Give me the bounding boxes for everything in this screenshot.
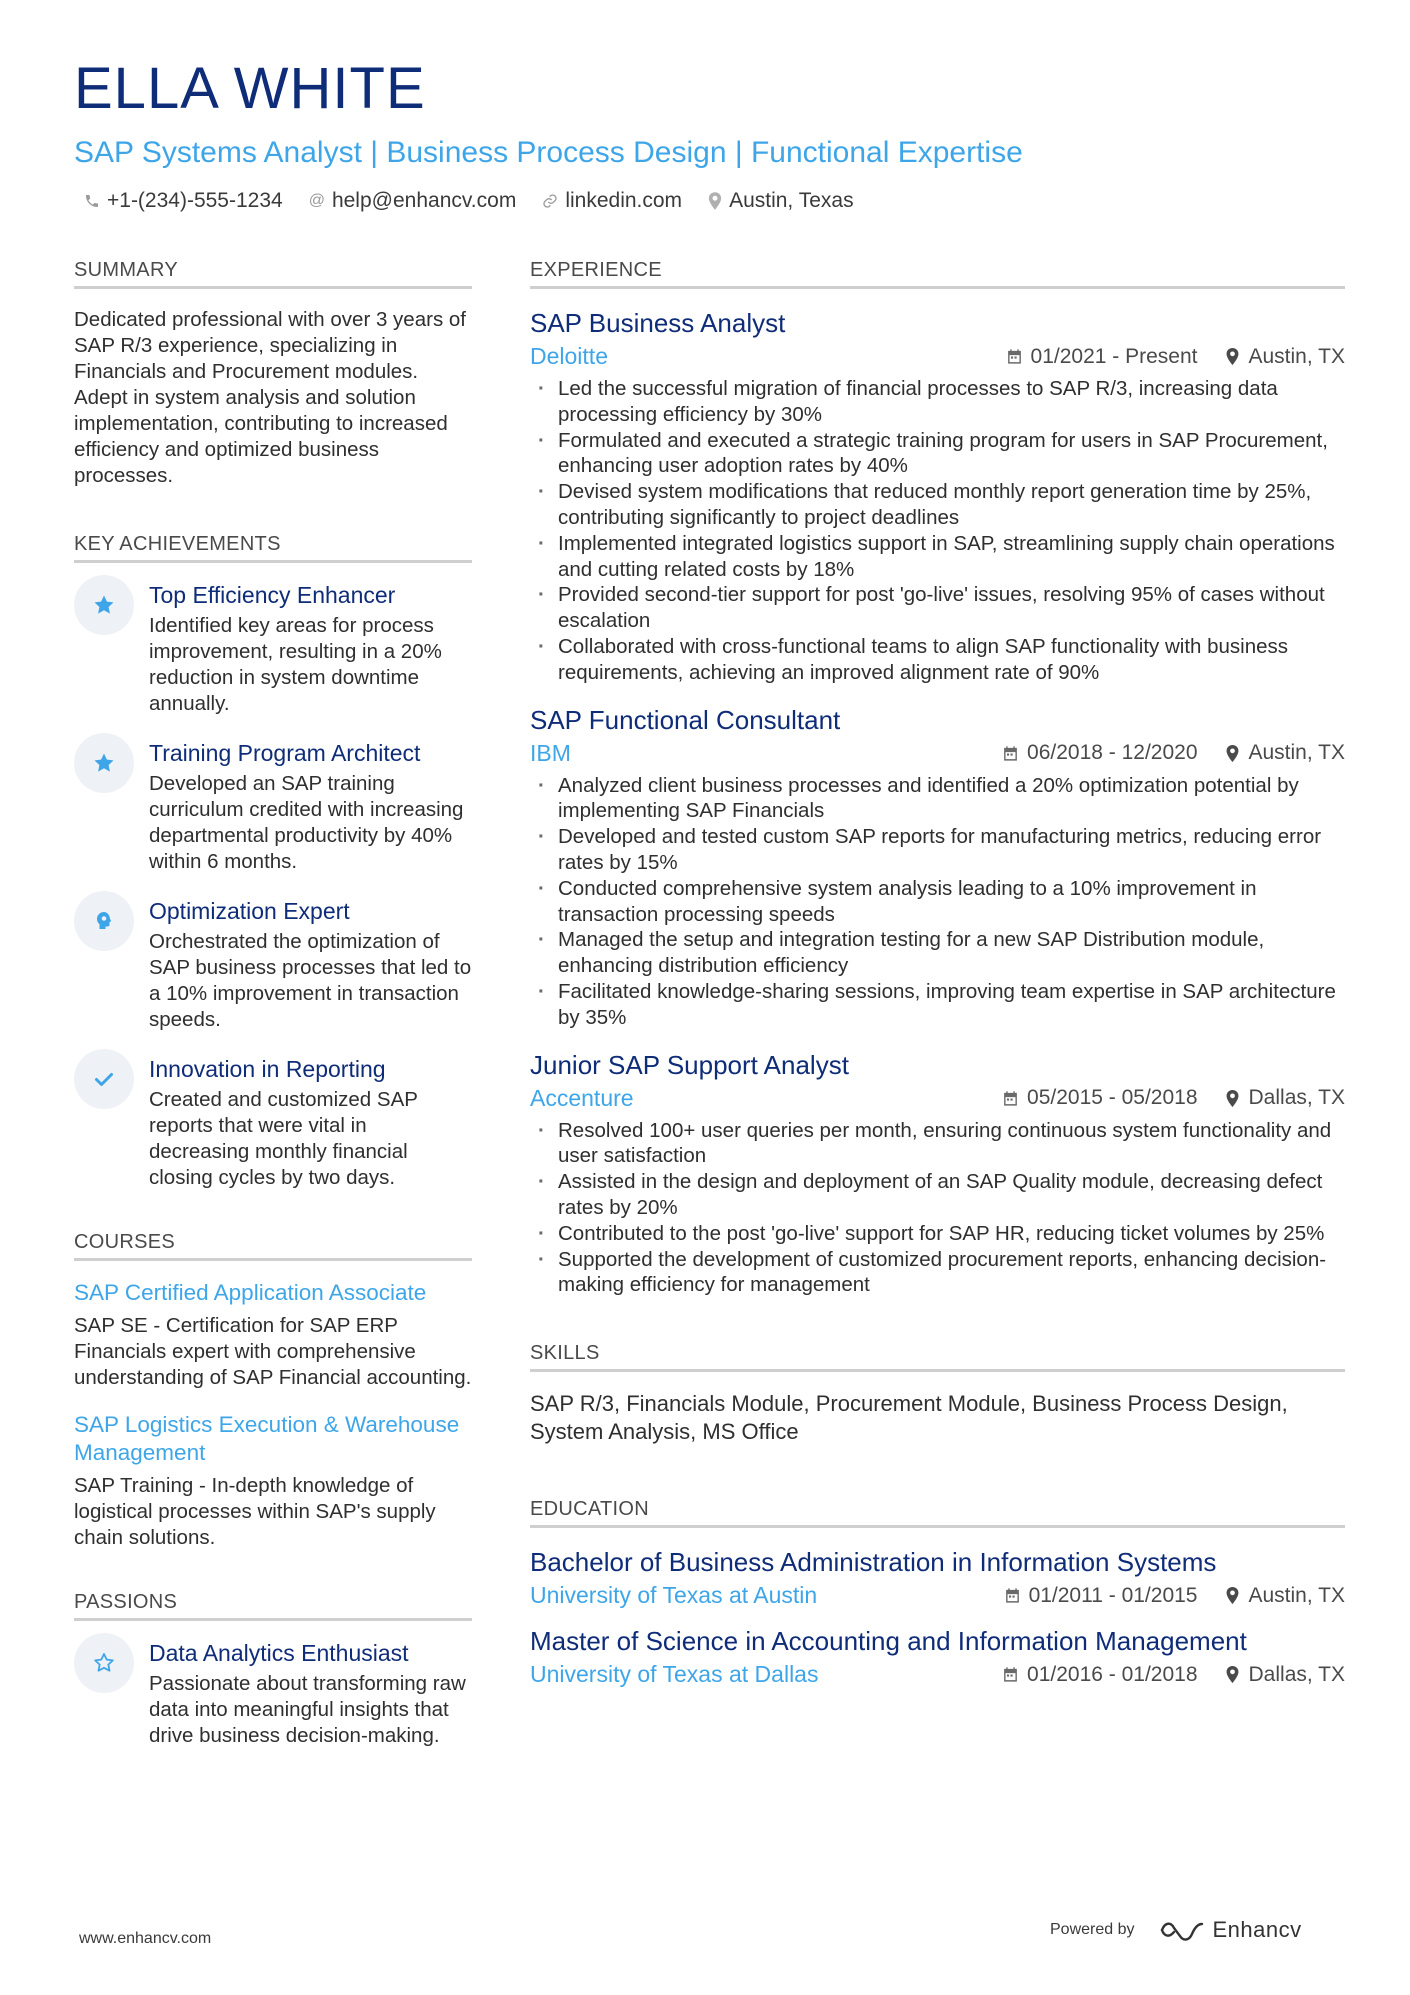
experience-entry (530, 1049, 1345, 1299)
job-meta (530, 343, 1345, 370)
job-dates (1006, 345, 1198, 369)
education-dates-text: 01/2016 - 01/2018 (1027, 1662, 1198, 1686)
bullet-item: · Contributed to the post 'go-live' support for SAP HR, reducing ticket volumes by 25% (530, 1221, 1345, 1247)
job-title: SAP Business Analyst (530, 308, 786, 338)
contact-email[interactable] (309, 189, 517, 213)
courses-heading: COURSES (74, 1231, 472, 1261)
achievement-desc: Orchestrated the optimization of SAP business processes that led to a 10% improvement in transaction speeds. (149, 930, 472, 1031)
job-location-text: Dallas, TX (1248, 1086, 1345, 1110)
education-heading: EDUCATION (530, 1498, 1345, 1528)
education-location-text: Dallas, TX (1248, 1662, 1345, 1686)
job-meta-right (1002, 1086, 1345, 1110)
contact-row (74, 189, 1346, 213)
achievement-item (74, 897, 472, 1033)
course-item (74, 1279, 472, 1391)
course-desc: SAP Training - In-depth knowledge of logistical processes within SAP's supply chain solutions. (74, 1474, 436, 1549)
experience-entry (530, 704, 1345, 1031)
footer-branding (1050, 1917, 1302, 1943)
achievement-desc: Identified key areas for process improvement, resulting in a 20% reduction in system downtime annually. (149, 614, 442, 715)
course-item (74, 1411, 472, 1551)
summary-heading: SUMMARY (74, 259, 472, 289)
job-dates-text: 01/2021 - Present (1030, 344, 1198, 368)
job-dates-text: 06/2018 - 12/2020 (1027, 741, 1198, 765)
job-title: SAP Functional Consultant (530, 704, 841, 735)
company-name: Accenture (530, 1084, 634, 1111)
achievements-heading: KEY ACHIEVEMENTS (74, 533, 472, 563)
education-dates (1002, 1663, 1197, 1687)
education-dates-text: 01/2011 - 01/2015 (1028, 1583, 1198, 1607)
job-title: Junior SAP Support Analyst (530, 1049, 849, 1080)
job-bullets (530, 376, 1345, 686)
at-icon: @ (308, 192, 325, 209)
bullet-item: · Resolved 100+ user queries per month, ensuring continuous system functionality and user satisfaction (530, 1118, 1345, 1170)
bullet-item: · Formulated and executed a strategic training program for users in SAP Procurement, enhancing user adoption rates by 40% (530, 428, 1345, 480)
education-location (1224, 1663, 1345, 1687)
location-pin-icon (1224, 1666, 1241, 1683)
bullet-item: · Analyzed client business processes and identified a 20% optimization potential by implementing SAP Financials (530, 773, 1345, 825)
education-meta (530, 1582, 1345, 1609)
achievement-desc: Created and customized SAP reports that were vital in decreasing monthly financial closing cycles by two days. (149, 1088, 418, 1189)
job-bullets (530, 773, 1345, 1031)
education-meta (530, 1661, 1345, 1688)
brain-icon (74, 891, 134, 951)
check-icon (74, 1049, 134, 1109)
passion-title: Data Analytics Enthusiast (149, 1640, 409, 1666)
contact-location (708, 189, 854, 213)
job-bullets (530, 1118, 1345, 1299)
bullet-item: · Led the successful migration of financial processes to SAP R/3, increasing data processing efficiency by 30% (530, 376, 1345, 428)
degree-title: Master of Science in Accounting and Information Management (530, 1626, 1247, 1657)
linkedin-text[interactable]: linkedin.com (565, 189, 683, 212)
achievement-desc: Developed an SAP training curriculum credited with increasing departmental productivity by 40% within 6 months. (149, 772, 464, 873)
calendar-icon (1006, 348, 1023, 365)
bullet-item: · Assisted in the design and deployment of an SAP Quality module, decreasing defect rates by 20% (530, 1169, 1345, 1221)
job-location (1224, 1086, 1345, 1110)
job-dates (1002, 1086, 1197, 1110)
achievement-item (74, 1055, 472, 1191)
school-name: University of Texas at Dallas (530, 1661, 819, 1688)
job-location (1224, 741, 1346, 765)
candidate-headline: SAP Systems Analyst | Business Process Design | Functional Expertise (74, 136, 1023, 169)
bullet-item: · Managed the setup and integration testing for a new SAP Distribution module, enhancing distribution efficiency (530, 927, 1345, 979)
phone-text: +1-(234)-555-1234 (107, 189, 283, 212)
achievement-item (74, 739, 472, 875)
job-location (1224, 345, 1346, 369)
link-icon (542, 193, 558, 209)
course-title: SAP Certified Application Associate (74, 1280, 427, 1305)
bullet-item: · Provided second-tier support for post 'go-live' issues, resolving 95% of cases without escalation (530, 582, 1345, 634)
resume-page (74, 56, 1346, 1771)
passion-item (74, 1639, 472, 1749)
calendar-icon (1002, 1666, 1019, 1683)
job-meta-right (1002, 741, 1345, 765)
job-dates-text: 05/2015 - 05/2018 (1027, 1086, 1198, 1110)
bullet-item: · Conducted comprehensive system analysis leading to a 10% improvement in transaction processing speeds (530, 876, 1345, 928)
company-name: Deloitte (530, 343, 608, 369)
brand-logo[interactable] (1159, 1917, 1302, 1943)
job-meta-right (1006, 345, 1345, 369)
calendar-icon (1002, 745, 1019, 762)
brand-name: Enhancv (1212, 1917, 1302, 1942)
star-icon (74, 575, 134, 635)
right-column (530, 259, 1345, 1771)
education-meta-right (1004, 1584, 1345, 1608)
location-text: Austin, Texas (729, 189, 854, 212)
company-name: IBM (530, 739, 571, 766)
course-title: SAP Logistics Execution & Warehouse Management (74, 1412, 460, 1465)
experience-heading: EXPERIENCE (530, 259, 1345, 289)
achievement-title: Training Program Architect (149, 740, 421, 766)
location-pin-icon (1224, 745, 1241, 762)
education-location-text: Austin, TX (1248, 1583, 1345, 1607)
degree-title: Bachelor of Business Administration in Information Systems (530, 1547, 1217, 1578)
job-meta (530, 740, 1345, 767)
location-pin-icon (1224, 1587, 1241, 1604)
phone-icon (84, 193, 100, 209)
skills-text: SAP R/3, Financials Module, Procurement Module, Business Process Design, System Analysis, MS Office (530, 1391, 1288, 1445)
footer-website[interactable]: www.enhancv.com (79, 1930, 212, 1947)
passion-desc: Passionate about transforming raw data into meaningful insights that drive business decision-making. (149, 1672, 466, 1747)
education-meta-right (1002, 1663, 1345, 1687)
bullet-item: · Developed and tested custom SAP reports for manufacturing metrics, reducing error rates by 15% (530, 824, 1345, 876)
job-meta (530, 1085, 1345, 1112)
left-column (74, 259, 472, 1771)
bullet-item: · Devised system modifications that reduced monthly report generation time by 25%, contributing significantly to project deadlines (530, 479, 1345, 531)
achievement-title: Innovation in Reporting (149, 1056, 386, 1082)
powered-by-text: Powered by (1050, 1921, 1135, 1938)
calendar-icon (1004, 1587, 1021, 1604)
job-location-text: Austin, TX (1248, 344, 1345, 368)
passions-heading: PASSIONS (74, 1591, 472, 1621)
location-pin-icon (1224, 348, 1241, 365)
bullet-item: · Implemented integrated logistics support in SAP, streamlining supply chain operations and cutting related costs by 18% (530, 531, 1345, 583)
experience-entry (530, 307, 1345, 686)
calendar-icon (1002, 1090, 1019, 1107)
achievement-item (74, 581, 472, 717)
achievement-title: Optimization Expert (149, 898, 350, 924)
education-entry (530, 1546, 1345, 1609)
bullet-item: · Collaborated with cross-functional teams to align SAP functionality with business requirements, achieving an improved alignment rate of 90% (530, 634, 1345, 686)
star-outline-icon (74, 1633, 134, 1693)
skills-heading: SKILLS (530, 1342, 1345, 1372)
star-icon (74, 733, 134, 793)
job-dates (1002, 741, 1197, 765)
summary-text: Dedicated professional with over 3 years of SAP R/3 experience, specializing in Financials and Procurement modules. Adept in system analysis and solution implementation, contributing to increased efficiency and optimized business processes. (74, 308, 466, 487)
enhancv-logo-icon (1159, 1918, 1205, 1942)
education-location (1224, 1584, 1346, 1608)
contact-phone (84, 189, 283, 213)
education-entry (530, 1625, 1345, 1688)
contact-linkedin[interactable] (542, 189, 682, 213)
job-location-text: Austin, TX (1248, 741, 1345, 765)
course-desc: SAP SE - Certification for SAP ERP Financials expert with comprehensive understanding of SAP Financial accounting. (74, 1314, 472, 1389)
bullet-item: · Facilitated knowledge-sharing sessions, improving team expertise in SAP architecture by 35% (530, 979, 1345, 1031)
school-name: University of Texas at Austin (530, 1582, 818, 1609)
education-dates (1004, 1584, 1198, 1608)
bullet-item: · Supported the development of customized procurement reports, enhancing decision-making efficiency for management (530, 1247, 1345, 1299)
email-text[interactable]: help@enhancv.com (331, 189, 517, 212)
location-pin-icon (1224, 1090, 1241, 1107)
achievement-title: Top Efficiency Enhancer (149, 582, 396, 608)
location-pin-icon (708, 192, 722, 210)
candidate-name: ELLA WHITE (74, 56, 426, 121)
